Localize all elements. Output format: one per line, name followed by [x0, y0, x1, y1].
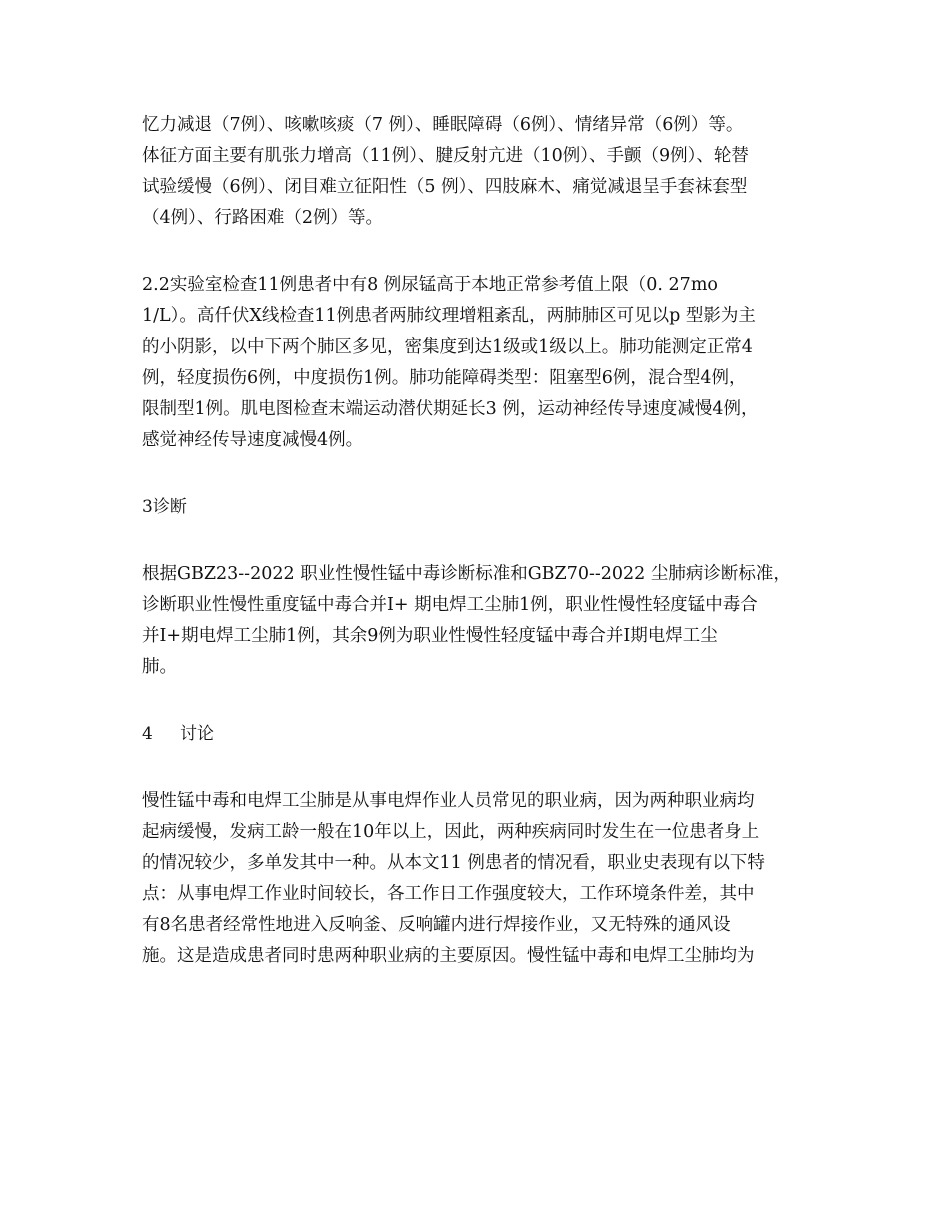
- discussion-paragraph: [142, 786, 822, 972]
- paragraph-spacer: [142, 456, 822, 492]
- section-heading-discussion: [142, 719, 822, 750]
- section-title: 讨论: [180, 724, 214, 744]
- text-line: 根据GBZ23--2022 职业性慢性锰中毒诊断标准和GBZ70--2022 尘肺病诊断标准，: [142, 564, 791, 584]
- text-line: 并I+期电焊工尘肺1例，其余9例为职业性慢性轻度锰中毒合并I期电焊工尘: [142, 626, 718, 646]
- diagnosis-paragraph: [142, 559, 822, 683]
- paragraph-spacer: [142, 683, 822, 719]
- text-line: 慢性锰中毒和电焊工尘肺是从事电焊作业人员常见的职业病，因为两种职业病均: [142, 791, 755, 811]
- text-line: 限制型1例。肌电图检查末端运动潜伏期延长3 例，运动神经传导速度减慢4例，: [142, 399, 759, 419]
- text-line: 感觉神经传导速度减慢4例。: [142, 430, 364, 450]
- text-line: 肺。: [142, 657, 177, 677]
- text-line: 施。这是造成患者同时患两种职业病的主要原因。慢性锰中毒和电焊工尘肺均为: [142, 946, 755, 966]
- text-line: 有8名患者经常性地进入反响釜、反响罐内进行焊接作业，又无特殊的通风设: [142, 915, 731, 935]
- text-line: 忆力减退（7例）、咳嗽咳痰（7 例）、睡眠障碍（6例）、情绪异常（6例）等。: [142, 115, 744, 135]
- text-line: 体征方面主要有肌张力增高（11例）、腱反射亢进（10例）、手颤（9例）、轮替: [142, 146, 749, 166]
- text-line: 例，轻度损伤6例，中度损伤1例。肺功能障碍类型：阻塞型6例，混合型4例，: [142, 368, 747, 388]
- text-line: 诊断职业性慢性重度锰中毒合并I+ 期电焊工尘肺1例，职业性慢性轻度锰中毒合: [142, 595, 758, 615]
- text-line: 的小阴影，以中下两个肺区多见，密集度到达1级或1级以上。肺功能测定正常4: [142, 337, 753, 357]
- text-line: （4例）、行路困难（2例）等。: [142, 208, 384, 228]
- symptoms-paragraph: [142, 110, 822, 234]
- text-line: 试验缓慢（6例）、闭目难立征阳性（5 例）、四肢麻木、痛觉减退呈手套袜套型: [142, 177, 748, 197]
- paragraph-spacer: [142, 523, 822, 559]
- lab-results-paragraph: [142, 270, 822, 456]
- paragraph-spacer: [142, 234, 822, 270]
- text-line: 点：从事电焊工作业时间较长，各工作日工作强度较大，工作环境条件差，其中: [142, 884, 755, 904]
- document-page: [142, 110, 822, 972]
- text-line: 的情况较少，多单发其中一种。从本文11 例患者的情况看，职业史表现有以下特: [142, 853, 765, 873]
- section-heading-diagnosis: 3诊断: [142, 497, 187, 517]
- text-line: 1/L）。高仟伏X线检查11例患者两肺纹理增粗紊乱，两肺肺区可见以p 型影为主: [142, 306, 756, 326]
- text-line: 起病缓慢，发病工龄一般在10年以上，因此，两种疾病同时发生在一位患者身上: [142, 822, 760, 842]
- paragraph-spacer: [142, 750, 822, 786]
- section-number: 4: [142, 724, 153, 744]
- text-line: 2.2实验室检查11例患者中有8 例尿锰高于本地正常参考值上限（0. 27mo: [142, 275, 718, 295]
